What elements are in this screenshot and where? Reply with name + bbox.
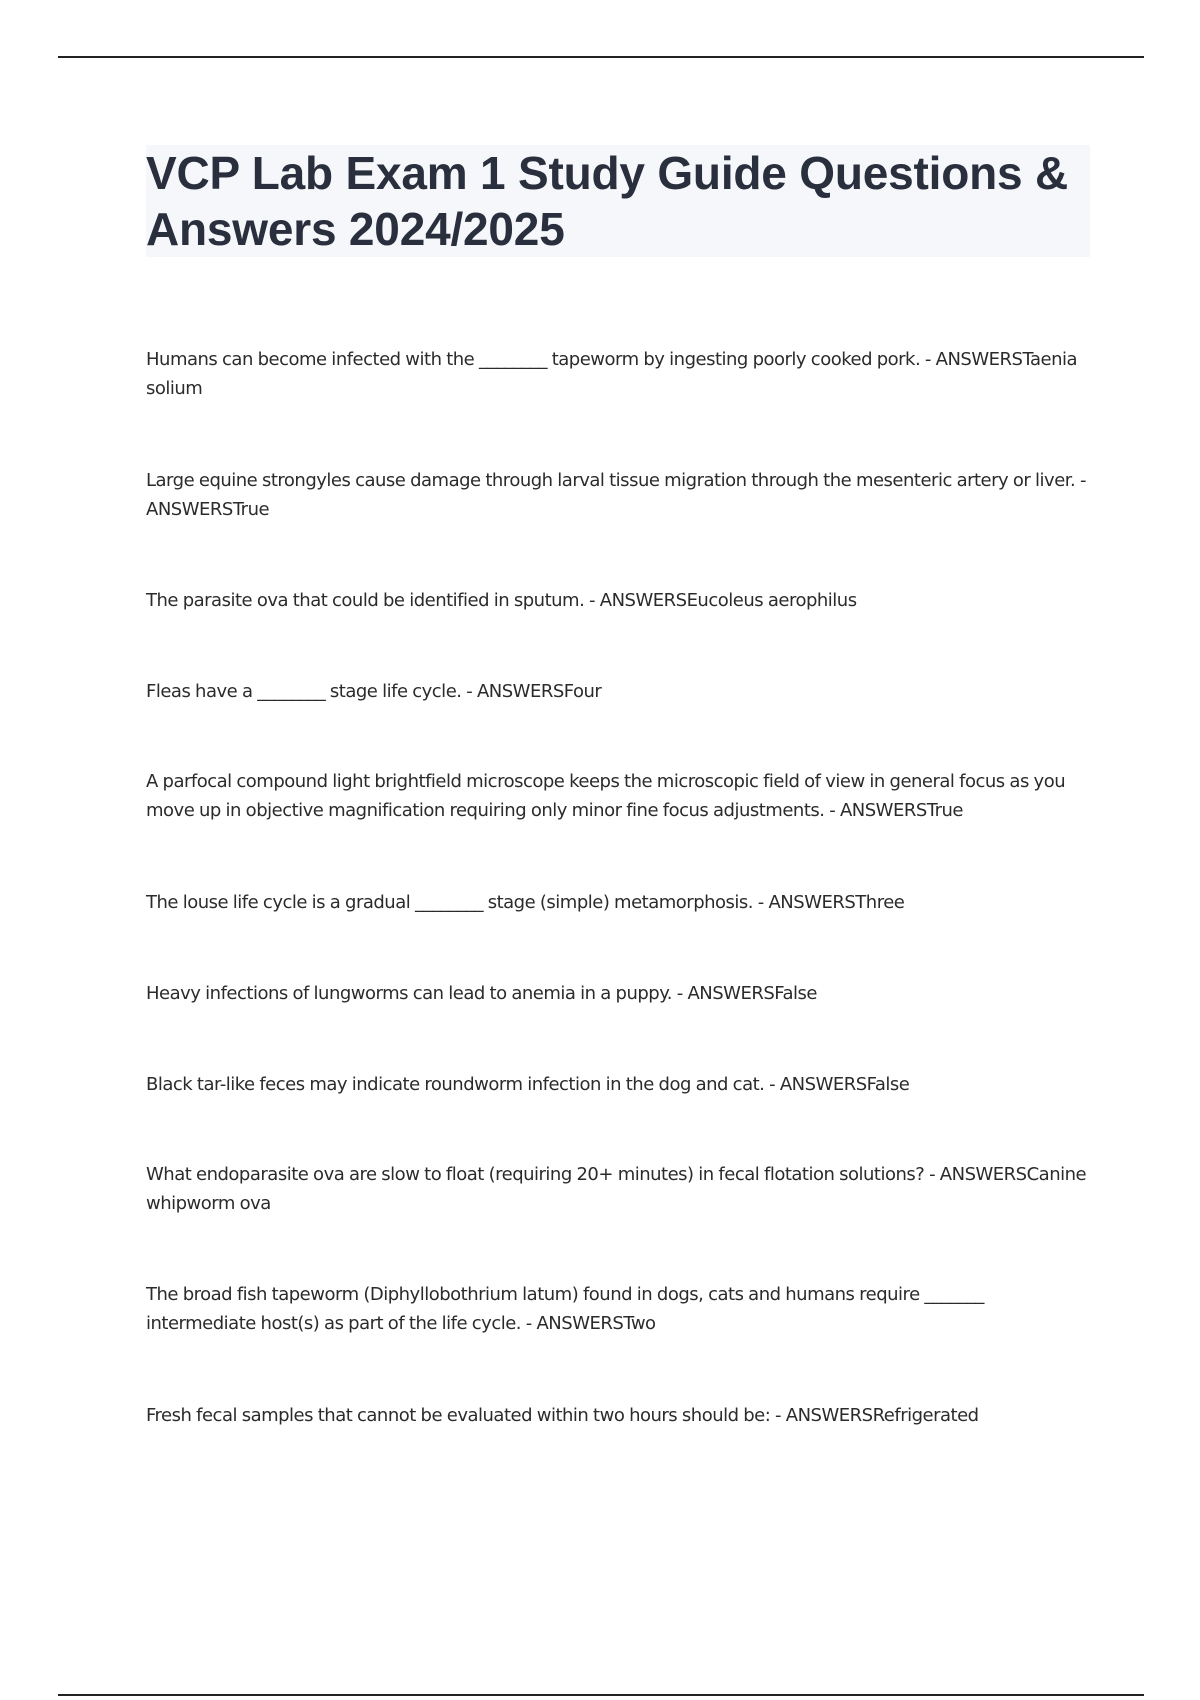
- answer-text: Two: [623, 1313, 656, 1334]
- answer-text: True: [232, 499, 270, 520]
- answer-prefix: ANSWERS: [779, 1074, 867, 1095]
- title-block: [146, 145, 1090, 257]
- qa-item-4: Fleas have a ________ stage life cycle. - ANSWERSFour: [146, 681, 602, 702]
- qa-item-3: The parasite ova that could be identified in sputum. - ANSWERSEucoleus aerophilus: [146, 590, 857, 611]
- answer-text: Eucoleus aerophilus: [686, 590, 857, 611]
- qa-item-5: A parfocal compound light brightfield microscope keeps the microscopic field of view in general focus as you move up in objective magnification requiring only minor fine focus adjustments. - ANSWERSTrue: [146, 771, 1066, 821]
- question-text: Black tar-like feces may indicate roundworm infection in the dog and cat.: [146, 1074, 765, 1095]
- qa-item-6: The louse life cycle is a gradual ________ stage (simple) metamorphosis. - ANSWERSThree: [146, 892, 905, 913]
- question-text: A parfocal compound light brightfield microscope keeps the microscopic field of view in general focus as you move up in objective magnification requiring only minor fine focus adjustments.: [146, 771, 1066, 821]
- answer-text: True: [926, 800, 963, 821]
- question-text: The louse life cycle is a gradual ________ stage (simple) metamorphosis.: [146, 892, 754, 913]
- question-text: What endoparasite ova are slow to float (requiring 20+ minutes) in fecal flotation solutions?: [146, 1164, 925, 1185]
- question-text: Heavy infections of lungworms can lead to anemia in a puppy.: [146, 983, 673, 1004]
- qa-item-2: Large equine strongyles cause damage through larval tissue migration through the mesenteric artery or liver. - ANSWERSTrue: [146, 470, 1086, 520]
- answer-prefix: ANSWERS: [785, 1405, 873, 1426]
- qa-item-7: Heavy infections of lungworms can lead to anemia in a puppy. - ANSWERSFalse: [146, 983, 817, 1004]
- answer-text: False: [774, 983, 817, 1004]
- qa-item-10: The broad fish tapeworm (Diphyllobothrium latum) found in dogs, cats and humans require _______ intermediate host(s) as part of the life cycle. - ANSWERSTwo: [146, 1284, 984, 1334]
- answer-text: Refrigerated: [872, 1405, 979, 1426]
- question-text: The parasite ova that could be identified in sputum.: [146, 590, 585, 611]
- answer-text: Taenia solium: [146, 349, 1078, 399]
- question-text: The broad fish tapeworm (Diphyllobothrium latum) found in dogs, cats and humans require _______ intermediate host(s) as part of the life cycle.: [146, 1284, 984, 1334]
- question-text: Large equine strongyles cause damage through larval tissue migration through the mesenteric artery or liver.: [146, 470, 1076, 491]
- answer-text: Canine whipworm ova: [146, 1164, 1087, 1214]
- answer-prefix: ANSWERS: [536, 1313, 624, 1334]
- answer-text: Four: [563, 681, 602, 702]
- qa-item-8: Black tar-like feces may indicate roundworm infection in the dog and cat. - ANSWERSFalse: [146, 1074, 910, 1095]
- answer-prefix: ANSWERS: [939, 1164, 1027, 1185]
- qa-item-9: What endoparasite ova are slow to float (requiring 20+ minutes) in fecal flotation solutions? - ANSWERSCanine whipworm ova: [146, 1164, 1087, 1214]
- question-text: Fleas have a ________ stage life cycle.: [146, 681, 462, 702]
- answer-prefix: ANSWERS: [687, 983, 775, 1004]
- answer-prefix: ANSWERS: [599, 590, 687, 611]
- question-text: Humans can become infected with the ________ tapeworm by ingesting poorly cooked pork.: [146, 349, 921, 370]
- answer-prefix: ANSWERS: [935, 349, 1023, 370]
- answer-prefix: ANSWERS: [146, 499, 233, 520]
- answer-prefix: ANSWERS: [476, 681, 564, 702]
- answer-prefix: ANSWERS: [768, 892, 856, 913]
- answer-prefix: ANSWERS: [839, 800, 927, 821]
- bottom-rule: [58, 1694, 1144, 1696]
- answer-text: False: [866, 1074, 910, 1095]
- qa-item-1: Humans can become infected with the ________ tapeworm by ingesting poorly cooked pork. - ANSWERSTaenia solium: [146, 349, 1078, 399]
- top-rule: [58, 56, 1144, 58]
- question-text: Fresh fecal samples that cannot be evaluated within two hours should be:: [146, 1405, 771, 1426]
- answer-text: Three: [855, 892, 905, 913]
- page-title: VCP Lab Exam 1 Study Guide Questions & Answers 2024/2025: [146, 147, 1068, 255]
- qa-item-11: Fresh fecal samples that cannot be evaluated within two hours should be: - ANSWERSRefrigerated: [146, 1405, 979, 1426]
